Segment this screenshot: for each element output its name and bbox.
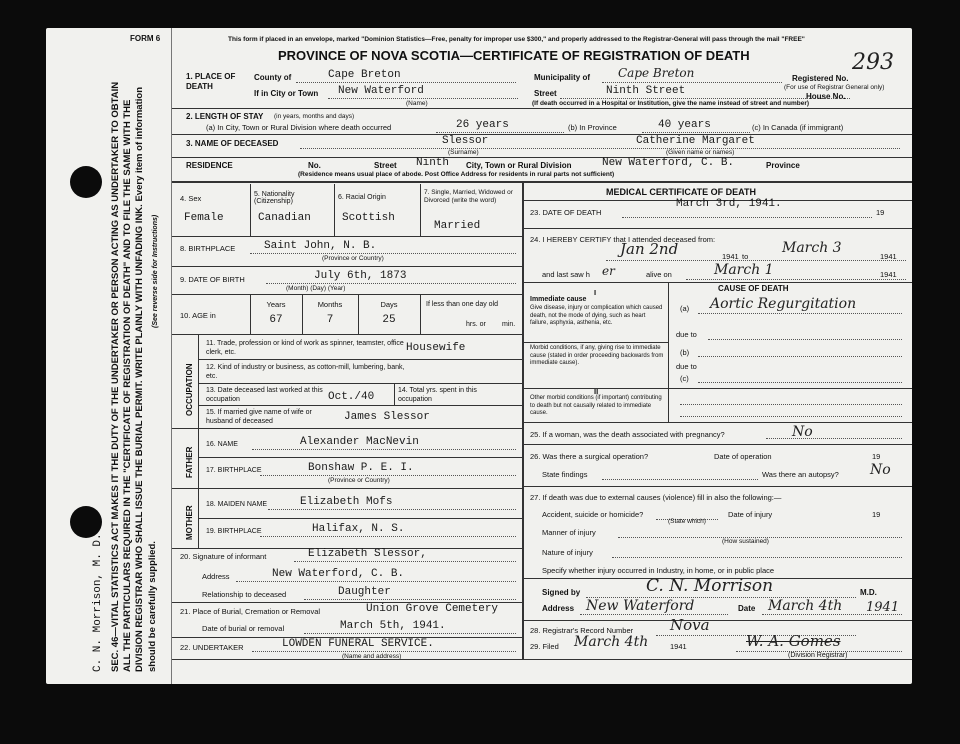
residence-no-label: No.	[308, 161, 321, 170]
alive-on-year: 1941	[880, 270, 897, 279]
less-than-day-label: If less than one day old	[426, 301, 498, 308]
mother-birthplace-label: 19. BIRTHPLACE	[206, 528, 262, 535]
informant-label: 20. Signature of informant	[180, 552, 267, 561]
due-to-label-1: due to	[676, 330, 697, 339]
punch-hole	[70, 166, 102, 198]
see-reverse-note: (See reverse side for Instructions)	[152, 214, 159, 328]
morbid-conditions-label: Morbid conditions, if any, giving rise to immediate cause (stated in order proceeding backwards from immediate cause).	[530, 345, 664, 366]
surname-hint: (Surname)	[448, 149, 479, 156]
side-typed-name: C. N. Morrison, M. D.	[92, 533, 104, 672]
state-findings-label: State findings	[542, 470, 588, 479]
date-of-death-label: 23. DATE OF DEATH	[530, 208, 602, 217]
place-of-death-label: 1. PLACE OF DEATH	[186, 72, 236, 91]
city-label: If in City or Town	[254, 89, 319, 98]
industry-label: 12. Kind of industry or business, as cotton-mill, lumbering, bank, etc.	[206, 364, 405, 380]
stay-a-label: (a) In City, Town or Rural Division where death occurred	[206, 123, 392, 132]
manner-of-injury-label: Manner of injury	[542, 528, 596, 537]
last-saw-label: and last saw h	[542, 270, 590, 279]
immediate-cause-hint: Give disease, injury or complication which caused death, not the mode of dying, such as heart failure, asphyxia, asthenia, etc.	[530, 305, 663, 326]
due-to-label-2: due to	[676, 362, 697, 371]
trade-label: 11. Trade, profession or kind of work as spinner, teamster, office clerk, etc.	[206, 340, 404, 356]
occupation-vertical-label: OCCUPATION	[185, 363, 194, 416]
alive-on-value: March 1	[714, 262, 774, 278]
stay-b-value: 40 years	[658, 119, 711, 131]
municipality-label: Municipality of	[534, 73, 590, 82]
hospital-hint: (If death occurred in a Hospital or Institution, give the name instead of street and number)	[532, 100, 810, 107]
accident-label: Accident, suicide or homicide?	[542, 510, 644, 519]
spouse-value: James Slessor	[344, 411, 430, 423]
signoff-date-value: March 4th	[768, 598, 843, 614]
father-prov-hint: (Province or Country)	[328, 477, 390, 484]
undertaker-value: LOWDEN FUNERAL SERVICE.	[282, 638, 434, 650]
sex-label: 4. Sex	[180, 194, 202, 203]
operation-yr: 19	[872, 452, 881, 461]
last-worked-value: Oct./40	[328, 391, 375, 403]
name-of-deceased-label: 3. NAME OF DECEASED	[186, 139, 279, 148]
registrar-record-value: Nova	[670, 616, 710, 634]
external-causes-label: 27. If death was due to external causes (violence) fill in also the following:—	[530, 493, 782, 502]
nature-of-injury-label: Nature of injury	[542, 548, 593, 557]
registered-no-label: Registered No.	[792, 74, 849, 83]
registrar-record-label: 28. Registrar's Record Number	[530, 626, 634, 635]
county-value: Cape Breton	[328, 69, 401, 81]
attended-from-year: 1941	[722, 252, 739, 261]
date-of-injury-label: Date of injury	[728, 510, 773, 519]
informant-value: Elizabeth Slessor,	[308, 548, 427, 560]
to-label: to	[742, 252, 749, 261]
burial-date-value: March 5th, 1941.	[340, 620, 446, 632]
residence-city-value: New Waterford, C. B.	[602, 157, 735, 169]
immediate-cause-label: Immediate cause	[530, 296, 587, 303]
residence-hint: (Residence means usual place of abode. Post Office Address for residents in rural parts not sufficient)	[298, 171, 615, 178]
nationality-value: Canadian	[258, 212, 311, 224]
how-sustained-hint: (How sustained)	[722, 538, 769, 545]
date-of-operation-label: Date of operation	[714, 452, 772, 461]
attended-from: Jan 2nd	[620, 240, 679, 258]
mother-birthplace-value: Halifax, N. S.	[312, 523, 405, 535]
county-label: County of	[254, 73, 292, 82]
mother-name-value: Elizabeth Mofs	[300, 496, 393, 508]
autopsy-question: Was there an autopsy?	[762, 470, 839, 479]
last-saw-her: er	[602, 264, 615, 278]
cause-roman-ii: II	[594, 387, 599, 396]
burial-date-label: Date of burial or removal	[202, 624, 285, 633]
burial-place-value: Union Grove Cemetery	[366, 603, 499, 615]
autopsy-answer: No	[870, 462, 891, 478]
mother-vertical-label: MOTHER	[185, 505, 194, 540]
signoff-date-label: Date	[738, 604, 756, 613]
dob-hint: (Month) (Day) (Year)	[286, 285, 346, 292]
father-birthplace-value: Bonshaw P. E. I.	[308, 462, 414, 474]
racial-origin-label: 6. Racial Origin	[338, 194, 386, 201]
cause-a-value: Aortic Regurgitation	[710, 296, 857, 312]
medical-certificate-title: MEDICAL CERTIFICATE OF DEATH	[606, 187, 756, 197]
stay-a-value: 26 years	[456, 119, 509, 131]
days-label: Days	[380, 300, 398, 309]
spouse-label: 15. If married give name of wife or husband of deceased	[206, 409, 312, 425]
name-hint: (Name)	[406, 100, 428, 107]
marital-status-value: Married	[434, 220, 481, 232]
age-label: 10. AGE in	[180, 311, 216, 320]
division-registrar-hint: (Division Registrar)	[788, 652, 848, 659]
residence-street-label: Street	[374, 161, 397, 170]
months-label: Months	[317, 300, 343, 309]
father-name-value: Alexander MacNevin	[300, 436, 419, 448]
trade-value: Housewife	[406, 342, 466, 354]
marital-status-label: 7. Single, Married, Widowed or Divorced (write the word)	[424, 189, 513, 204]
certificate-paper	[46, 28, 912, 684]
last-worked-label: 13. Date deceased last worked at this occupation	[206, 387, 323, 403]
registered-number: 293	[852, 50, 894, 75]
side-strip	[46, 28, 172, 684]
yr-suffix: 19	[876, 208, 885, 217]
father-name-label: 16. NAME	[206, 441, 238, 448]
informant-address-value: New Waterford, C. B.	[272, 568, 405, 580]
burial-place-label: 21. Place of Burial, Cremation or Removal	[180, 607, 321, 616]
house-no-label: House No.	[806, 92, 846, 101]
hrs-label: hrs. or	[466, 321, 486, 328]
informant-address-label: Address	[202, 572, 230, 581]
birthplace-hint: (Province or Country)	[322, 255, 384, 262]
undertaker-label: 22. UNDERTAKER	[180, 643, 244, 652]
total-years-label: 14. Total yrs. spent in this occupation	[398, 387, 477, 403]
undertaker-hint: (Name and address)	[342, 653, 402, 660]
cause-b-label: (b)	[680, 348, 690, 357]
residence-label: RESIDENCE	[186, 161, 233, 170]
dob-label: 9. DATE OF BIRTH	[180, 275, 245, 284]
birthplace-label: 8. BIRTHPLACE	[180, 244, 236, 253]
cause-c-label: (c)	[680, 374, 689, 383]
street-label: Street	[534, 89, 557, 98]
certificate-title: PROVINCE OF NOVA SCOTIA—CERTIFICATE OF REGISTRATION OF DEATH	[278, 48, 750, 63]
birthplace-value: Saint John, N. B.	[264, 240, 377, 252]
racial-origin-value: Scottish	[342, 212, 395, 224]
given-name-value: Catherine Margaret	[636, 135, 755, 147]
relationship-label: Relationship to deceased	[202, 590, 287, 599]
side-instructions: SEC. 46—VITAL STATISTICS ACT MAKES IT THE DUTY OF THE UNDERTAKER OR PERSON ACTING AS UNDERTAKER TO OBTAIN ALL THE PARTICULARS REQUIRED IN THE "CERTIFICATE OF REGISTRATION OF DEATH" AND TO FILE THE SAME WITH THE DIVISION REGISTRAR WHO SHALL ISSUE THE BURIAL PERMIT. WRITE PLAINLY WITH UNFADING INK. Every item of information should be carefully supplied.	[110, 81, 158, 672]
years-label: Years	[266, 300, 286, 309]
state-which-hint: (State which)	[668, 518, 706, 525]
injury-yr: 19	[872, 510, 881, 519]
father-vertical-label: FATHER	[185, 446, 194, 478]
length-of-stay-label: 2. LENGTH OF STAY	[186, 112, 264, 121]
relationship-value: Daughter	[338, 586, 391, 598]
sex-value: Female	[184, 212, 224, 224]
operation-question: 26. Was there a surgical operation?	[530, 452, 649, 461]
residence-city-label: City, Town or Rural Division	[466, 161, 572, 170]
signoff-year: 1941	[866, 600, 900, 615]
age-days-value: 25	[382, 314, 396, 326]
division-registrar-signature: W. A. Gomes	[746, 632, 841, 650]
signoff-address-value: New Waterford	[586, 598, 695, 614]
cause-roman-i: I	[594, 288, 597, 297]
filed-label: 29. Filed	[530, 642, 559, 651]
residence-street-value: Ninth	[416, 157, 450, 169]
alive-on-label: alive on	[646, 270, 672, 279]
filed-year: 1941	[670, 642, 687, 651]
other-conditions-label: Other morbid conditions (if important) contributing to death but not causally related to immediate cause.	[530, 395, 662, 416]
physician-signature: C. N. Morrison	[646, 576, 774, 596]
signoff-address-label: Address	[542, 604, 575, 613]
md-label: M.D.	[860, 588, 877, 597]
date-of-death-value: March 3rd, 1941.	[676, 198, 782, 210]
age-years-value: 67	[269, 314, 283, 326]
signed-by-label: Signed by	[542, 588, 581, 597]
stay-hint: (in years, months and days)	[274, 113, 355, 120]
attended-to: March 3	[782, 240, 842, 256]
specify-injury-location: Specify whether injury occurred in Industry, in home, or in public place	[542, 566, 775, 575]
cause-a-label: (a)	[680, 304, 690, 313]
certify-label: 24. I HEREBY CERTIFY that I attended deceased from:	[530, 235, 716, 244]
dob-value: July 6th, 1873	[314, 270, 407, 282]
mother-name-label: 18. MAIDEN NAME	[206, 501, 268, 508]
nationality-label: 5. Nationality (Citizenship)	[254, 191, 295, 205]
attended-to-year: 1941	[880, 252, 897, 261]
mail-notice: This form if placed in an envelope, marked "Dominion Statistics—Free, penalty for improper use $300," and properly addressed to the Registrar-General will pass through the mail "FREE"	[228, 36, 805, 43]
city-value: New Waterford	[338, 85, 424, 97]
registered-no-sub: (For use of Registrar General only)	[784, 84, 885, 91]
min-label: min.	[502, 321, 516, 328]
municipality-value: Cape Breton	[618, 66, 695, 80]
given-name-hint: (Given name or names)	[666, 149, 735, 156]
cause-of-death-title: CAUSE OF DEATH	[718, 284, 789, 293]
surname-value: Slessor	[442, 135, 489, 147]
age-months-value: 7	[326, 314, 334, 326]
stay-b-label: (b) In Province	[568, 123, 617, 132]
street-value: Ninth Street	[606, 85, 686, 97]
stay-c-label: (c) In Canada (if immigrant)	[752, 123, 844, 132]
residence-province-label: Province	[766, 161, 800, 170]
pregnancy-answer: No	[792, 424, 813, 440]
form-number: FORM 6	[130, 34, 161, 43]
pregnancy-question: 25. If a woman, was the death associated with pregnancy?	[530, 430, 725, 439]
father-birthplace-label: 17. BIRTHPLACE	[206, 467, 262, 474]
filed-date-value: March 4th	[574, 634, 649, 650]
